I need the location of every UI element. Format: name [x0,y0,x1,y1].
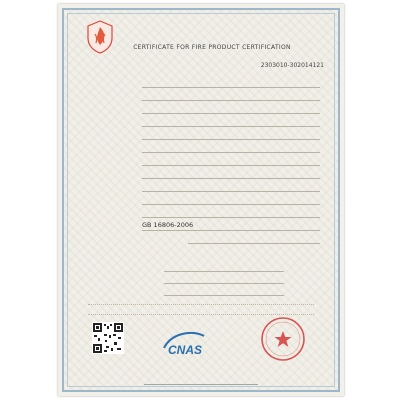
field-product-name [78,154,324,167]
field-value [142,156,320,166]
field-factory-address [78,141,324,154]
certificate-number [214,62,324,72]
field-value [142,195,320,205]
field-implementation-rule [78,193,324,206]
field-conformity-statement [78,232,324,245]
field-standard-and-requirements [78,206,324,219]
cnas-mark-text: CNAS [168,343,203,357]
certificate-title [124,20,308,38]
field-value [142,78,320,88]
field-product-model [78,180,324,193]
issuing-authority [84,372,318,384]
field-value [142,208,320,218]
field-value [188,234,320,244]
note-line [88,296,314,305]
field-value [142,169,320,179]
certificate-fields [78,76,324,245]
field-value: GB 16806-2006 [142,221,320,231]
field-factory [78,128,324,141]
qr-code-icon [92,322,124,354]
field-manufacturer-address [78,115,324,128]
field-manufacturer [78,102,324,115]
field-value [142,91,320,101]
date-first-issue [78,260,324,272]
date-value [164,262,284,272]
date-issue-validity [78,272,324,284]
field-value [142,182,320,192]
field-applicant-address [78,89,324,102]
field-applicant [78,76,324,89]
field-model [78,167,324,180]
field-value [142,143,320,153]
date-extra [78,284,324,296]
certificate-number-value: 2303010-302014121 [260,62,324,69]
official-red-seal-icon [260,316,306,362]
footer-divider [144,384,258,385]
field-value [142,117,320,127]
field-value [142,104,320,114]
certificate-sheet [58,4,344,396]
date-value [164,286,284,296]
cnas-accreditation-logo-icon [160,328,246,362]
certificate-frame [62,8,340,392]
note-line [88,306,314,315]
date-value [164,274,284,284]
certificate-subtitle: CERTIFICATE FOR FIRE PRODUCT CERTIFICATION [133,44,291,51]
field-standard [78,219,324,232]
field-value [142,130,320,140]
date-section [78,260,324,296]
